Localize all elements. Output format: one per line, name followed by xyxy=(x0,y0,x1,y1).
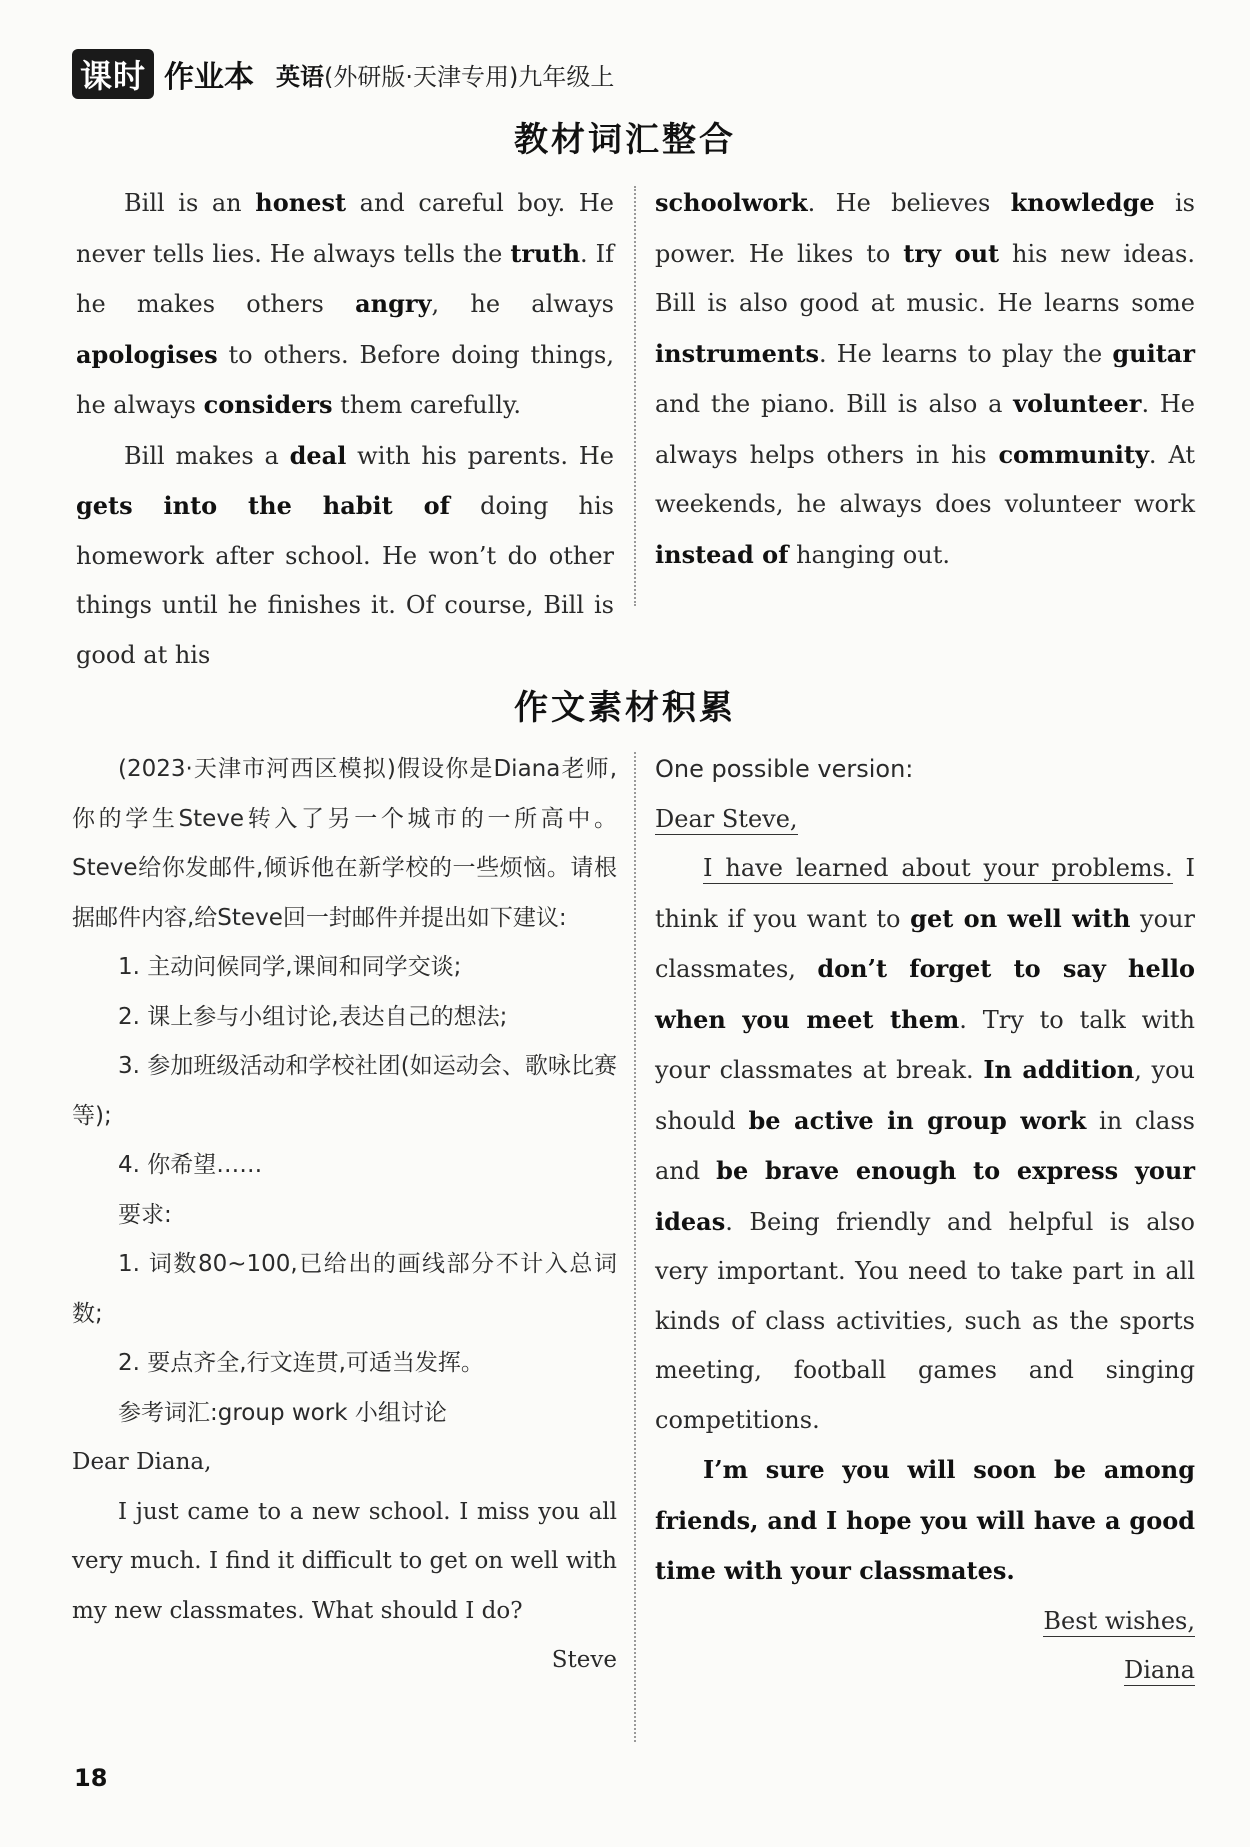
answer-closing: Best wishes, xyxy=(1043,1606,1195,1635)
reference-vocab: 参考词汇:group work 小组讨论 xyxy=(118,1399,447,1426)
writing-prompt xyxy=(72,745,617,1686)
letter-signature: Steve xyxy=(551,1647,617,1673)
section-title-writing: 作文素材积累 xyxy=(514,688,736,728)
book-name: 作业本 xyxy=(164,60,255,95)
prompt-item: 3. 参加班级活动和学校社团(如运动会、歌咏比赛等); xyxy=(72,1053,617,1129)
answer-label: One possible version: xyxy=(655,755,914,783)
requirement-item: 1. 词数80~100,已给出的画线部分不计入总词数; xyxy=(72,1251,617,1327)
letter-greeting: Dear Diana, xyxy=(72,1449,212,1475)
prompt-item: 1. 主动问候同学,课间和同学交谈; xyxy=(118,954,462,980)
requirement-item: 2. 要点齐全,行文连贯,可适当发挥。 xyxy=(118,1350,484,1376)
section-title-vocab: 教材词汇整合 xyxy=(514,120,736,160)
page-number: 18 xyxy=(74,1764,108,1792)
page-header xyxy=(72,52,614,96)
brand-logo: 课时 xyxy=(72,49,154,99)
book-subtitle: 英语(外研版·天津专用)九年级上 xyxy=(276,62,615,91)
answer-greeting: Dear Steve, xyxy=(655,804,798,833)
requirements-title: 要求: xyxy=(118,1201,172,1228)
prompt-item: 2. 课上参与小组讨论,表达自己的想法; xyxy=(118,1003,508,1030)
prompt-item: 4. 你希望…… xyxy=(118,1152,263,1178)
answer-signature: Diana xyxy=(1124,1656,1195,1684)
column-divider-2 xyxy=(634,752,636,1742)
vocab-passage-left: Bill is an honest and careful boy. He never tells lies. He always tells the truth. If he makes others angry, he always apologises to others. Before doing things, he always considers them carefully. Bill makes a deal with his parents. He gets into the habit of doing his homework after school. He won’t do other things until he finishes it. Of course, Bill is good at his xyxy=(76,188,615,669)
prompt-intro: (2023·天津市河西区模拟)假设你是Diana老师,你的学生Steve转入了另一个城市的一所高中。Steve给你发邮件,倾诉他在新学校的一些烦恼。请根据邮件内容,给Steve回一封邮件并提出如下建议: xyxy=(72,756,617,931)
vocab-passage-right: schoolwork. He believes knowledge is power. He likes to try out his new ideas. Bill is also good at music. He learns some instruments. He learns to play the guitar and the piano. Bill is also a volunteer. He always helps others in his community. At weekends, he always does volunteer work instead of hanging out. xyxy=(655,188,1196,569)
letter-body: I just came to a new school. I miss you all very much. I find it difficult to get on well with my new classmates. What should I do? xyxy=(72,1498,617,1624)
model-answer: One possible version: Dear Steve, I have learned about your problems. I think if you want to get on well with your classmates, don’t forget to say hello when you meet them. Try to talk with your classmates at break. In addition, you should be active in group work in class and be brave enough to express your ideas. Being friendly and helpful is also very important. You need to take part in all kinds of class activities, such as the sports meeting, football games and singing competitions. I’m sure you will soon be among friends, and I hope you will have a good time with your classmates. Best wishes, Diana xyxy=(655,745,1195,1696)
column-divider-1 xyxy=(634,186,636,606)
